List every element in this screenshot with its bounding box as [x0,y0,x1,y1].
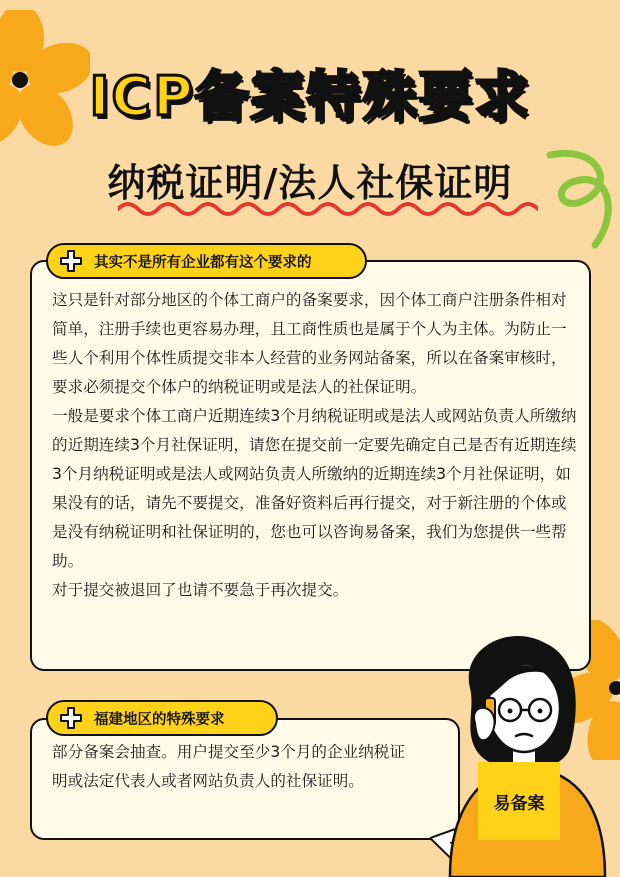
section-2-body: 部分备案会抽查。用户提交至少3个月的企业纳税证明或法定代表人或者网站负责人的社保证明。 [52,743,405,790]
section-1-body [52,286,582,605]
page-title: ICP备案特殊要求 [89,65,531,128]
cross-icon [58,248,84,274]
cross-icon [58,705,84,731]
brand-sign: 易备案 [478,762,560,840]
section-1-paragraph: 对于提交被退回了也请不要急于再次提交。 [52,581,349,599]
section-1-paragraph: 一般是要求个体工商户近期连续3个月纳税证明或是法人或网站负责人所缴纳的近期连续3个月社保证明，请您在提交前一定要先确定自己是否有近期连续3个月纳税证明或是法人或网站负责人所缴纳的近期连续3个月社保证明，如果没有的话，请先不要提交，准备好资料后再行提交，对于新注册的个体或是没有纳税证明和社保证明的，您也可以咨询易备案，我们为您提供一些帮助。 [52,407,577,570]
section-tag-1 [46,243,367,279]
page-subtitle: 纳税证明/法人社保证明 [107,161,513,205]
squiggle-icon [118,197,538,221]
section-tag-2-label: 福建地区的特殊要求 [94,711,225,728]
section-tag-2 [46,700,278,736]
section-1-paragraph: 这只是针对部分地区的个体工商户的备案要求，因个体工商户注册条件相对简单，注册手续也更容易办理，且工商性质也是属于个人为主体。为防止一些人个利用个体性质提交非本人经营的业务网站备案，所以在备案审核时，要求必须提交个体户的纳税证明或是法人的社保证明。 [52,291,567,396]
section-tag-1-label: 其实不是所有企业都有这个要求的 [94,254,312,271]
